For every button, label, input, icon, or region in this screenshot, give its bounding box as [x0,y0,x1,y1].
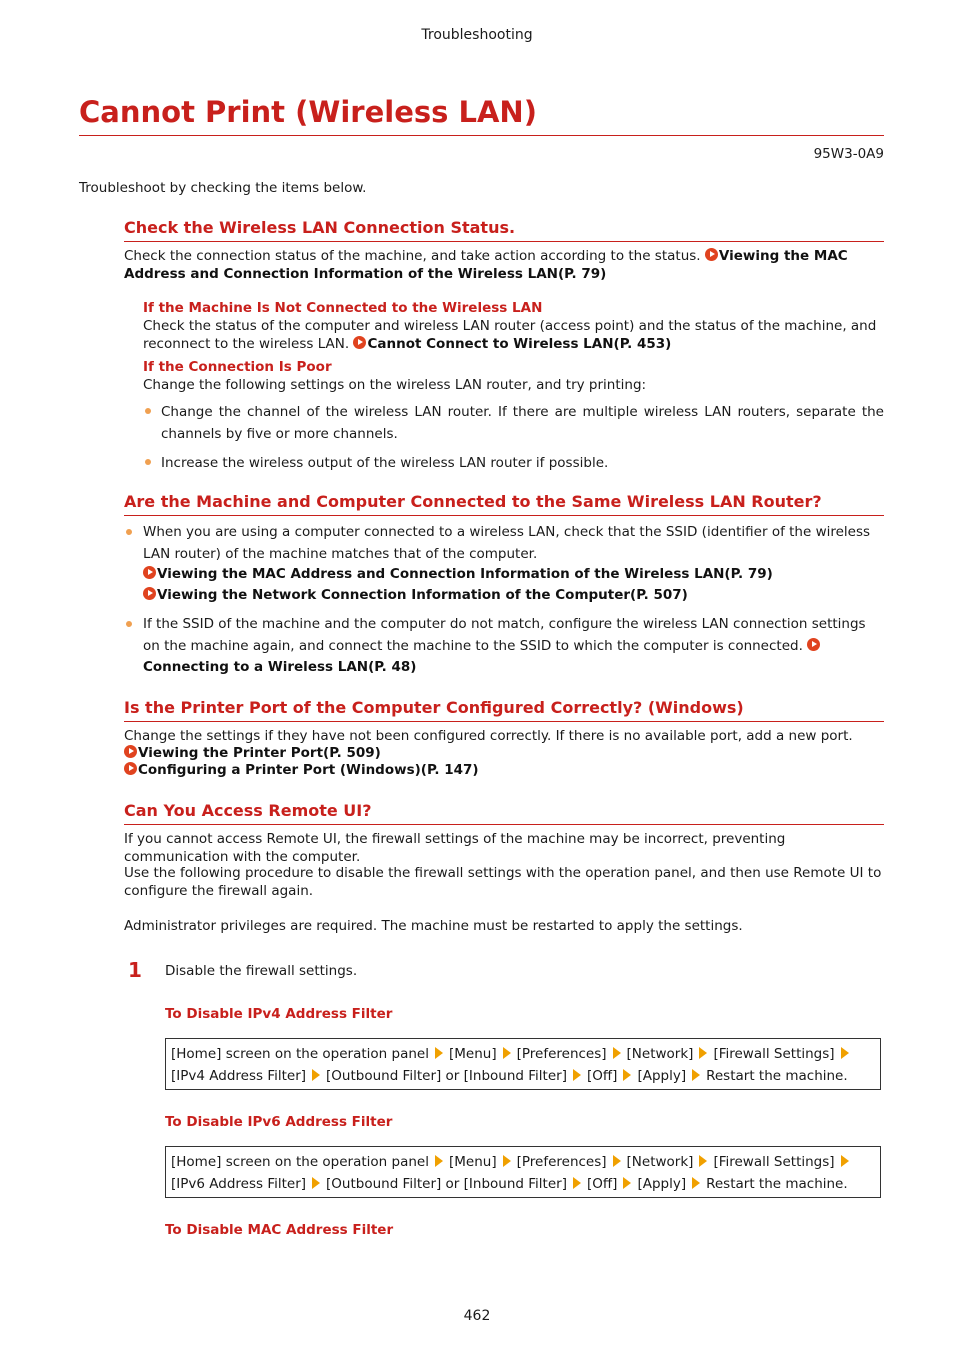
link-arrow-icon [124,745,137,758]
list-item: Change the channel of the wireless LAN router. If there are multiple wireless LAN routers, separate the channels by five or more channels. [161,404,884,442]
path-arrow-icon [573,1069,581,1081]
subheading-ipv4: To Disable IPv4 Address Filter [165,1006,393,1022]
subsection-text [143,318,884,353]
path-arrow-icon [312,1177,320,1189]
path-arrow-icon [312,1069,320,1081]
path-arrow-icon [573,1177,581,1189]
section-heading-printer-port: Is the Printer Port of the Computer Configured Correctly? (Windows) [124,698,744,717]
link-line [124,745,381,763]
link-viewing-printer-port[interactable]: Viewing the Printer Port(P. 509) [138,745,381,761]
running-header: Troubleshooting [421,27,533,43]
list-item [143,614,884,679]
path-arrow-icon [699,1155,707,1167]
path-step: [Menu] [448,1154,497,1170]
title-rule [79,135,884,136]
link-mac-address-info-2[interactable]: Viewing the MAC Address and Connection Information of the Wireless LAN(P. 79) [157,566,773,582]
ipv4-procedure-box [165,1038,881,1090]
path-step: [Network] [626,1046,694,1062]
path-step: [IPv4 Address Filter] [171,1068,307,1084]
path-arrow-icon [692,1069,700,1081]
path-step: [Network] [626,1154,694,1170]
subsection-body: Check the status of the computer and wireless LAN router (access point) and the status of the machine, and reconnect to the wireless LAN. [143,318,877,352]
link-network-connection-info[interactable]: Viewing the Network Connection Information of the Computer(P. 507) [157,587,688,603]
subheading-connection-poor: If the Connection Is Poor [143,359,332,375]
path-step: [Off] [586,1068,618,1084]
path-arrow-icon [623,1069,631,1081]
section-heading-wireless-status: Check the Wireless LAN Connection Status. [124,218,516,237]
list-item: When you are using a computer connected to a wireless LAN, check that the SSID (identifier of the wireless LAN router) of the machine matches that of the computer. [143,524,871,562]
section-rule [124,241,884,242]
path-arrow-icon [613,1155,621,1167]
link-mac-address-info[interactable]: Viewing the MAC Address and Connection Information of the Wireless LAN(P. 79) [124,248,848,282]
section-body: If you cannot access Remote UI, the firewall settings of the machine may be incorrect, preventing communication with the computer. [124,831,786,865]
link-arrow-icon [124,762,137,775]
subheading-not-connected: If the Machine Is Not Connected to the Wireless LAN [143,300,543,316]
link-connecting-wireless[interactable]: Connecting to a Wireless LAN(P. 48) [143,659,417,675]
link-arrow-icon [353,336,366,349]
path-step: [Home] screen on the operation panel [171,1154,429,1170]
path-step: [Outbound Filter] or [Inbound Filter] [326,1176,567,1192]
page-title: Cannot Print (Wireless LAN) [79,95,537,129]
path-step: Restart the machine. [706,1068,848,1084]
path-arrow-icon [503,1155,511,1167]
path-step: [Firewall Settings] [713,1046,835,1062]
intro-text: Troubleshoot by checking the items below. [79,180,367,196]
section-rule [124,721,884,722]
section-body: Check the connection status of the machine, and take action according to the status. [124,248,701,264]
path-arrow-icon [692,1177,700,1189]
subheading-ipv6: To Disable IPv6 Address Filter [165,1114,393,1130]
section-rule [124,515,884,516]
link-line [143,566,773,584]
path-step: [Menu] [448,1046,497,1062]
step-number: 1 [128,958,142,982]
link-configuring-printer-port[interactable]: Configuring a Printer Port (Windows)(P. 147) [138,762,479,778]
subheading-mac: To Disable MAC Address Filter [165,1222,394,1238]
section-text [124,248,884,283]
path-arrow-icon [841,1155,849,1167]
path-step: [Outbound Filter] or [Inbound Filter] [326,1068,567,1084]
link-arrow-icon [705,248,718,261]
section-body: Administrator privileges are required. The machine must be restarted to apply the settings. [124,918,743,934]
list-item: Increase the wireless output of the wireless LAN router if possible. [161,455,609,471]
bullet-icon [126,621,132,627]
page-number: 462 [463,1308,491,1324]
path-step: [Home] screen on the operation panel [171,1046,429,1062]
bullet-icon [145,459,151,465]
section-body: Change the settings if they have not been configured correctly. If there is no available port, add a new port. [124,728,853,744]
link-arrow-icon [143,566,156,579]
section-heading-same-router: Are the Machine and Computer Connected to the Same Wireless LAN Router? [124,492,822,511]
section-rule [124,824,884,825]
bullet-icon [126,529,132,535]
path-arrow-icon [435,1155,443,1167]
list-item-body: If the SSID of the machine and the computer do not match, configure the wireless LAN connection settings on the machine again, and connect the machine to the SSID to which the computer is connected. [143,616,866,654]
path-arrow-icon [699,1047,707,1059]
link-arrow-icon [807,638,820,651]
step-text: Disable the firewall settings. [165,963,358,979]
path-step: [Apply] [637,1176,687,1192]
path-step: [Apply] [637,1068,687,1084]
path-step: Restart the machine. [706,1176,848,1192]
doc-id: 95W3-0A9 [813,146,884,162]
path-step: [Preferences] [516,1046,607,1062]
section-heading-remote-ui: Can You Access Remote UI? [124,801,372,820]
path-step: [Off] [586,1176,618,1192]
path-arrow-icon [613,1047,621,1059]
path-arrow-icon [841,1047,849,1059]
path-step: [IPv6 Address Filter] [171,1176,307,1192]
path-arrow-icon [503,1047,511,1059]
path-arrow-icon [435,1047,443,1059]
bullet-icon [145,408,151,414]
link-line [143,587,688,605]
link-cannot-connect[interactable]: Cannot Connect to Wireless LAN(P. 453) [367,335,672,352]
section-body: Use the following procedure to disable the firewall settings with the operation panel, and then use Remote UI to configure the firewall again. [124,865,882,899]
path-arrow-icon [623,1177,631,1189]
path-step: [Preferences] [516,1154,607,1170]
link-arrow-icon [143,587,156,600]
ipv6-procedure-box [165,1146,881,1198]
link-line [124,762,479,780]
subsection-body: Change the following settings on the wireless LAN router, and try printing: [143,377,647,393]
path-step: [Firewall Settings] [713,1154,835,1170]
